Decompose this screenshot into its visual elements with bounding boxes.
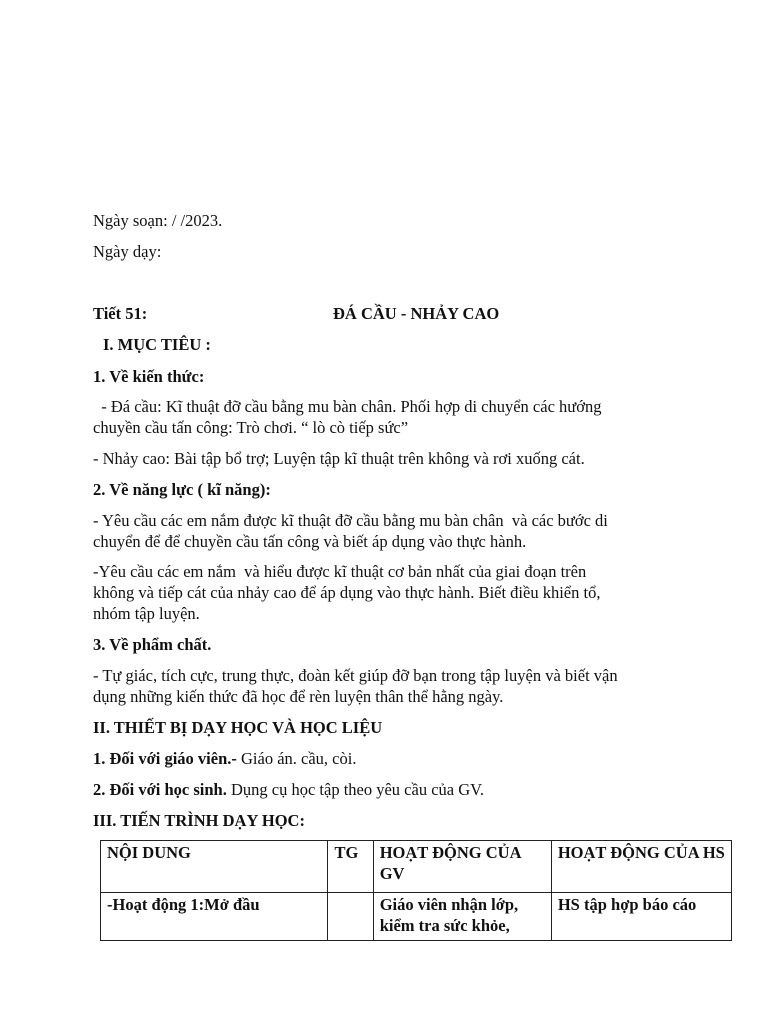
cell-content: -Hoạt động 1:Mở đầu (101, 893, 328, 941)
student-equipment-label: 2. Đối với học sinh. (93, 780, 227, 799)
header-content: NỘI DUNG (101, 841, 328, 893)
skills-para2-line3: nhóm tập luyện. (93, 604, 200, 623)
table-header-row (101, 841, 732, 893)
teacher-equipment-label: 1. Đối với giáo viên.- (93, 749, 237, 768)
table-row (101, 893, 732, 941)
knowledge-para1-line1: - Đá cầu: Kĩ thuật đỡ cầu bằng mu bàn chân. Phối hợp di chuyển các hướng (93, 397, 602, 416)
teacher-equipment-text: Giáo án. cầu, còi. (236, 749, 357, 768)
qualities-heading: 3. Về phẩm chất. (93, 635, 212, 654)
cell-student-activity: HS tập hợp báo cáo (551, 893, 731, 941)
skills-heading: 2. Về năng lực ( kĩ năng): (93, 480, 271, 499)
header-time: TG (328, 841, 373, 893)
cell-teacher-activity: Giáo viên nhận lớp, kiểm tra sức khỏe, (373, 893, 551, 941)
objectives-heading: I. MỤC TIÊU : (103, 335, 211, 354)
skills-para1-line1: - Yêu cầu các em nắm được kĩ thuật đỡ cầu bằng mu bàn chân và các bước di (93, 511, 608, 530)
lesson-title: ĐÁ CẦU - NHẢY CAO (333, 304, 500, 323)
cell-time (328, 893, 373, 941)
teach-date: Ngày dạy: (93, 242, 162, 261)
process-heading: III. TIẾN TRÌNH DẠY HỌC: (93, 811, 305, 830)
knowledge-para2: - Nhảy cao: Bài tập bổ trợ; Luyện tập kĩ thuật trên không và rơi xuống cát. (93, 449, 585, 468)
lesson-plan-table (100, 840, 732, 941)
qualities-para1-line2: dụng những kiến thức đã học để rèn luyện thân thể hằng ngày. (93, 687, 504, 706)
skills-para2-line2: không và tiếp cát của nhảy cao để áp dụng vào thực hành. Biết điều khiển tổ, (93, 583, 601, 602)
prep-date: Ngày soạn: / /2023. (93, 211, 223, 230)
knowledge-para1-line2: chuyền cầu tấn công: Trò chơi. “ lò cò tiếp sức” (93, 418, 409, 437)
teacher-equipment (93, 748, 356, 769)
skills-para2-line1: -Yêu cầu các em nắm và hiểu được kĩ thuật cơ bản nhất của giai đoạn trên (93, 562, 587, 581)
skills-para1-line2: chuyển để để chuyền cầu tấn công và biết áp dụng vào thực hành. (93, 532, 527, 551)
knowledge-heading: 1. Về kiến thức: (93, 367, 205, 386)
lesson-number: Tiết 51: (93, 304, 148, 323)
student-equipment (93, 779, 484, 800)
header-student-activity: HOẠT ĐỘNG CỦA HS (551, 841, 731, 893)
equipment-heading: II. THIẾT BỊ DẠY HỌC VÀ HỌC LIỆU (93, 718, 383, 737)
qualities-para1-line1: - Tự giác, tích cực, trung thực, đoàn kết giúp đỡ bạn trong tập luyện và biết vận (93, 666, 618, 685)
student-equipment-text: Dụng cụ học tập theo yêu cầu của GV. (226, 780, 485, 799)
header-teacher-activity: HOẠT ĐỘNG CỦA GV (373, 841, 551, 893)
